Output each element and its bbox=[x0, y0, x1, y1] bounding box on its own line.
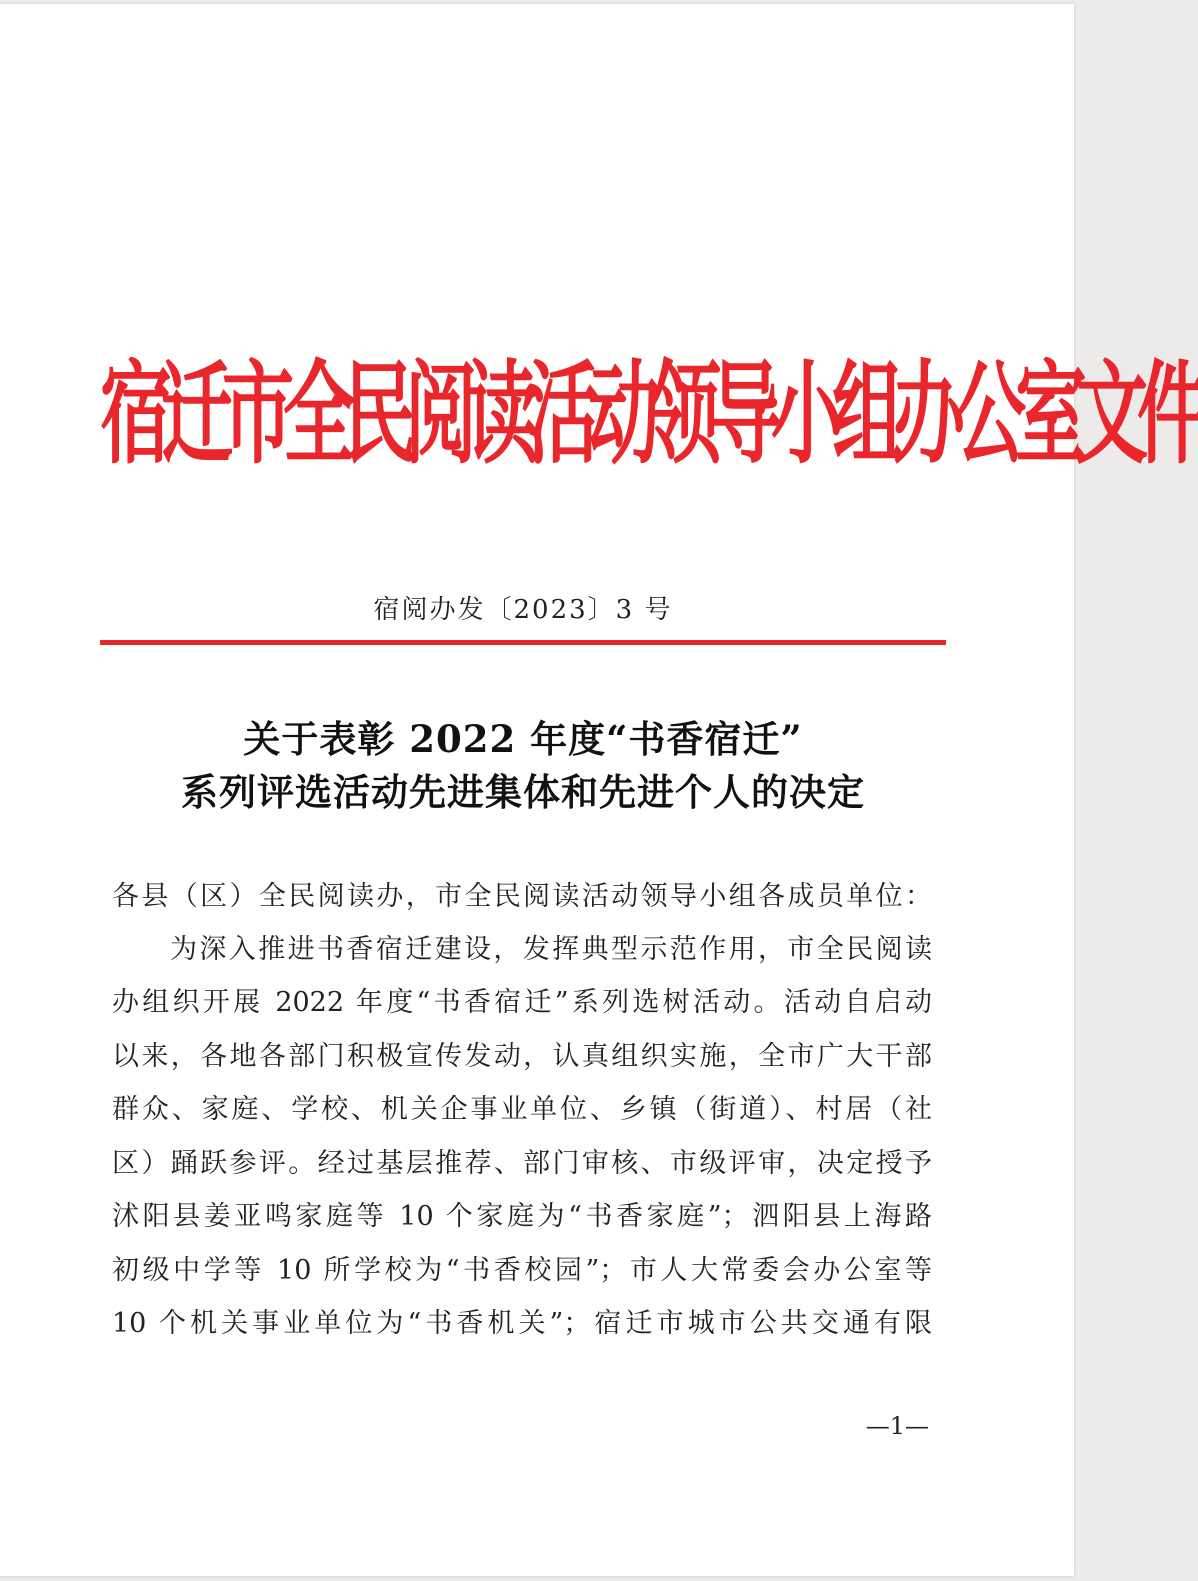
masthead-title: 宿迁市全民阅读活动领导小组办公室文件 bbox=[100, 347, 1198, 479]
document-title-line-1: 关于表彰 2022 年度“书香宿迁” bbox=[243, 717, 803, 761]
salutation: 各县（区）全民阅读办，市全民阅读活动领导小组各成员单位： bbox=[112, 881, 932, 912]
document-number: 宿阅办发〔2023〕3 号 bbox=[373, 595, 673, 625]
body-line: 初级中学等 10 所学校为“书香校园”；市人大常委会办公室等 bbox=[112, 1255, 932, 1286]
document-page bbox=[0, 4, 1198, 1576]
body-line: 以来，各地各部门积极宣传发动，认真组织实施，全市广大干部 bbox=[112, 1041, 932, 1072]
body-line: 为深入推进书香宿迁建设，发挥典型示范作用，市全民阅读 bbox=[170, 934, 932, 965]
red-divider-line bbox=[100, 640, 946, 645]
body-line: 区）踊跃参评。经过基层推荐、部门审核、市级评审，决定授予 bbox=[112, 1148, 932, 1179]
page-number: —1— bbox=[865, 1412, 929, 1440]
body-line: 办组织开展 2022 年度“书香宿迁”系列选树活动。活动自启动 bbox=[112, 987, 932, 1018]
document-title-line-2: 系列评选活动先进集体和先进个人的决定 bbox=[181, 770, 865, 814]
body-line: 沭阳县姜亚鸣家庭等 10 个家庭为“书香家庭”；泗阳县上海路 bbox=[112, 1201, 932, 1232]
body-line: 群众、家庭、学校、机关企事业单位、乡镇（街道）、村居（社 bbox=[112, 1094, 932, 1125]
body-line: 10 个机关事业单位为“书香机关”；宿迁市城市公共交通有限 bbox=[112, 1308, 932, 1339]
